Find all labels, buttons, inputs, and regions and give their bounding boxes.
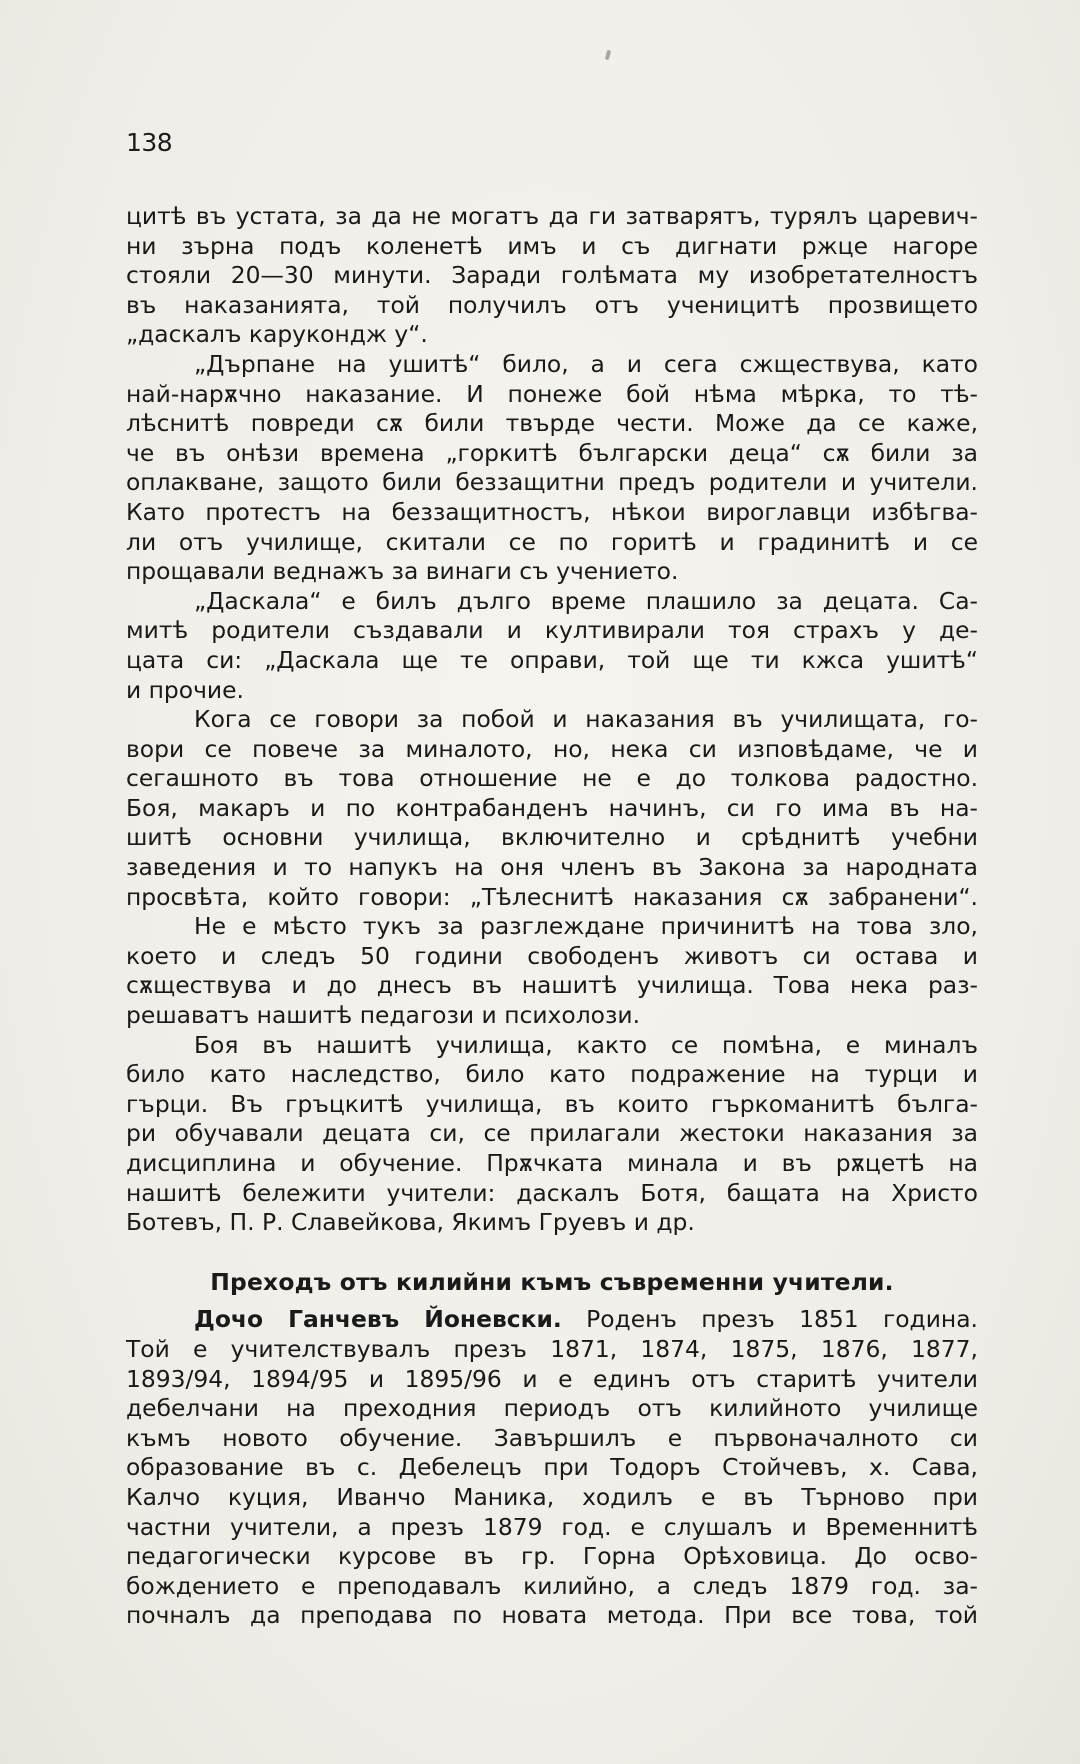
text-line: сегашното въ това отношение не е до толкова радостно. bbox=[126, 764, 978, 793]
text-line: митѣ родители създавали и култивирали тоя страхъ у де- bbox=[126, 616, 978, 645]
text-line: цитѣ въ устата, за да не могатъ да ги затварятъ, турялъ царевич- bbox=[126, 202, 978, 230]
text-line: ни зърна подъ коленетѣ имъ и съ дигнати ржце нагоре bbox=[126, 231, 978, 260]
text-line: Като протестъ на беззащитностъ, нѣкои вироглавци избѣгва- bbox=[126, 497, 978, 526]
text-line: Боя, макаръ и по контрабанденъ начинъ, си го има въ на- bbox=[126, 793, 978, 822]
text-line: „Дърпане на ушитѣ“ било, а и сега сжществува, като bbox=[194, 349, 978, 378]
text-line: оплакване, защото били беззащитни предъ родители и учители. bbox=[126, 468, 978, 497]
text-line: образование въ с. Дебелецъ при Тодоръ Стойчевъ, х. Сава, bbox=[126, 1453, 978, 1482]
text-line: дисциплина и обучение. Прѫчката минала и въ рѫцетѣ на bbox=[126, 1149, 978, 1177]
text-line: Той е учителствувалъ презъ 1871, 1874, 1875, 1876, 1877, bbox=[126, 1334, 978, 1363]
text-line: шитѣ основни училища, включително и срѣднитѣ учебни bbox=[126, 823, 978, 852]
text-line: сѫществува и до днесъ въ нашитѣ училища. Това нека раз- bbox=[126, 971, 978, 1000]
bio-first-line bbox=[126, 1305, 978, 1335]
text-line: почналъ да преподава по новата метода. При все това, той bbox=[126, 1601, 978, 1630]
text-line: заведения и то напукъ на оня членъ въ Закона за народната bbox=[126, 853, 978, 882]
text-line: къмъ новото обучение. Завършилъ е първоначалното си bbox=[126, 1423, 978, 1452]
text-line: въ наказанията, той получилъ отъ ученицитѣ прозвището bbox=[126, 290, 978, 319]
text-line: цата си: „Даскала ще те оправи, той ще ти кжса ушитѣ“ bbox=[126, 645, 978, 674]
text-line: Калчо куция, Иванчо Маника, ходилъ е въ Търново при bbox=[126, 1482, 978, 1511]
text-line: Кога се говори за побой и наказания въ училищата, го- bbox=[194, 705, 978, 734]
text-line: лѣснитѣ повреди сѫ били твърде чести. Може да се каже, bbox=[126, 409, 978, 438]
text-line: било като наследство, било като подражение на турци и bbox=[126, 1060, 978, 1089]
text-line: педагогически курсове въ гр. Горна Орѣховица. До осво- bbox=[126, 1542, 978, 1571]
text-line: прощавали веднажъ за винаги съ учението. bbox=[126, 557, 679, 586]
bio-first-rest: Роденъ презъ 1851 година. bbox=[586, 1305, 978, 1334]
text-line: Ботевъ, П. Р. Славейкова, Якимъ Груевъ и др. bbox=[126, 1208, 695, 1237]
text-line: вори се повече за миналото, но, нека си изповѣдаме, че и bbox=[126, 734, 978, 763]
text-line: дебелчани на преходния периодъ отъ килийното училище bbox=[126, 1394, 978, 1423]
text-line: ри обучавали децата си, се прилагали жестоки наказания за bbox=[126, 1119, 978, 1148]
body-text bbox=[126, 202, 978, 1631]
section-heading: Преходъ отъ килийни къмъ съвременни учители. bbox=[210, 1267, 894, 1296]
section-gap bbox=[126, 1238, 978, 1268]
text-line: просвѣта, който говори: „Тѣлеснитѣ наказания сѫ забранени“. bbox=[126, 882, 978, 911]
bio-name: Дочо Ганчевъ Йоневски. bbox=[194, 1305, 562, 1334]
text-line: най-нарѫчно наказание. И понеже бой нѣма мѣрка, то тѣ- bbox=[126, 379, 978, 408]
text-line: че въ онѣзи времена „горкитѣ български деца“ сѫ били за bbox=[126, 438, 978, 467]
text-line: решаватъ нашитѣ педагози и психолози. bbox=[126, 1001, 641, 1030]
text-line: „Даскала“ е билъ дълго време плашило за децата. Са- bbox=[194, 586, 978, 615]
page-number: 138 bbox=[126, 128, 173, 157]
text-line: Не е мѣсто тукъ за разглеждане причинитѣ на това зло, bbox=[194, 912, 978, 941]
text-line: Боя въ нашитѣ училища, както се помѣна, е миналъ bbox=[194, 1030, 978, 1059]
text-line: 1893/94, 1894/95 и 1895/96 и е единъ отъ старитѣ учители bbox=[126, 1364, 978, 1393]
text-line: частни учители, а презъ 1879 год. е слушалъ и Временнитѣ bbox=[126, 1512, 978, 1541]
ink-spot bbox=[605, 50, 611, 61]
text-line: бождението е преподавалъ килийно, а следъ 1879 год. за- bbox=[126, 1571, 978, 1600]
text-line: стояли 20—30 минути. Заради голѣмата му изобретателностъ bbox=[126, 261, 978, 290]
text-line: ли отъ училище, скитали се по горитѣ и градинитѣ и се bbox=[126, 527, 978, 556]
text-line: нашитѣ бележити учители: даскалъ Ботя, бащата на Христо bbox=[126, 1178, 978, 1207]
text-line: и прочие. bbox=[126, 675, 244, 704]
text-line: „даскалъ карукондж у“. bbox=[126, 320, 428, 349]
text-line: гърци. Въ гръцкитѣ училища, въ които гъркоманитѣ бълга- bbox=[126, 1089, 978, 1118]
text-line: което и следъ 50 години свободенъ животъ си остава и bbox=[126, 941, 978, 970]
